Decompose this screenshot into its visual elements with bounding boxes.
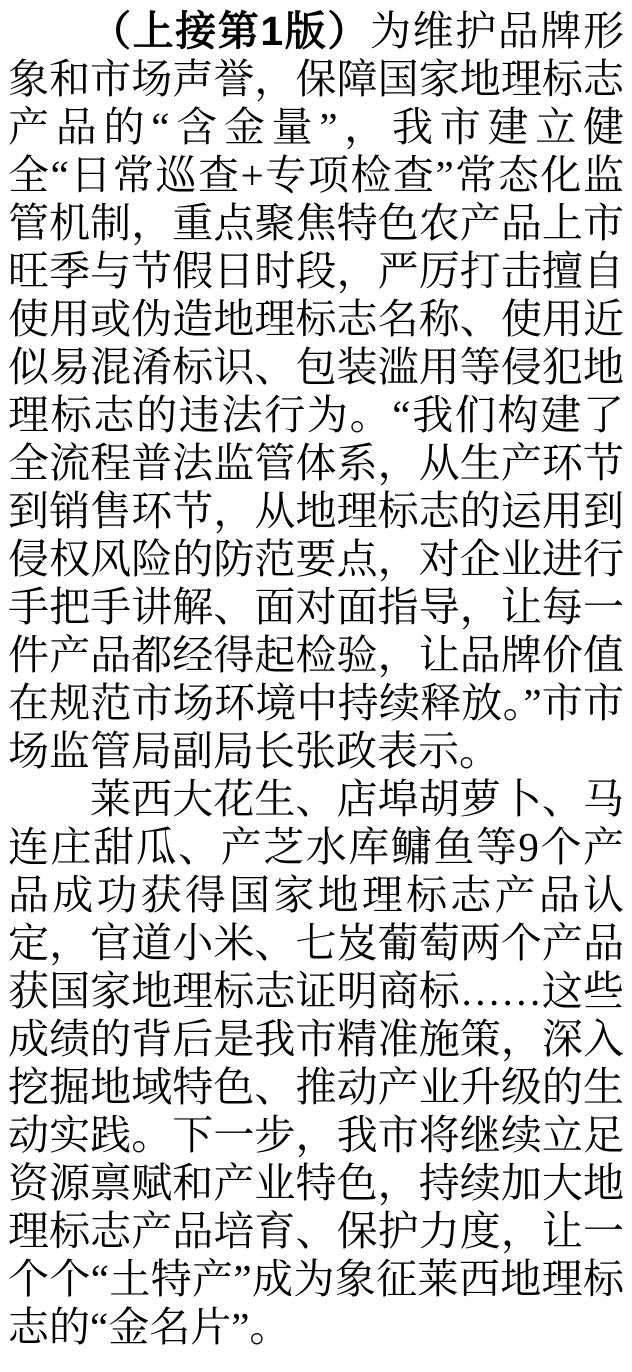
paragraph-2-text: 莱西大花生、店埠胡萝卜、马连庄甜瓜、产芝水库鳙鱼等9个产品成功获得国家地理标志产品认定，官道小米、七岌葡萄两个产品获国家地理标志证明商标……这些成绩的背后是我市精准施策，深入挖掘地域特色、推动产业升级的生动实践。下一步，我市将继续立足资源禀赋和产业特色，持续加大地理标志产品培育、保护力度，让一个个“土特产”成为象征莱西地理标志的“金名片”。 xyxy=(8,776,624,1350)
paragraph-1 xyxy=(8,7,624,775)
paragraph-2 xyxy=(8,775,624,1351)
paragraph-1-text: 为维护品牌形象和市场声誉，保障国家地理标志产品的“含金量”，我市建立健全“日常巡查+专项检查”常态化监管机制，重点聚焦特色农产品上市旺季与节假日时段，严厉打击擅自使用或伪造地理标志名称、使用近似易混淆标识、包装滥用等侵犯地理标志的违法行为。“我们构建了全流程普法监管体系，从生产环节到销售环节，从地理标志的运用到侵权风险的防范要点，对企业进行手把手讲解、面对面指导，让每一件产品都经得起检验，让品牌价值在规范市场环境中持续释放。”市市场监管局副局长张政表示。 xyxy=(8,8,624,774)
continued-from-page-1-notice: （上接第1版） xyxy=(90,8,370,54)
